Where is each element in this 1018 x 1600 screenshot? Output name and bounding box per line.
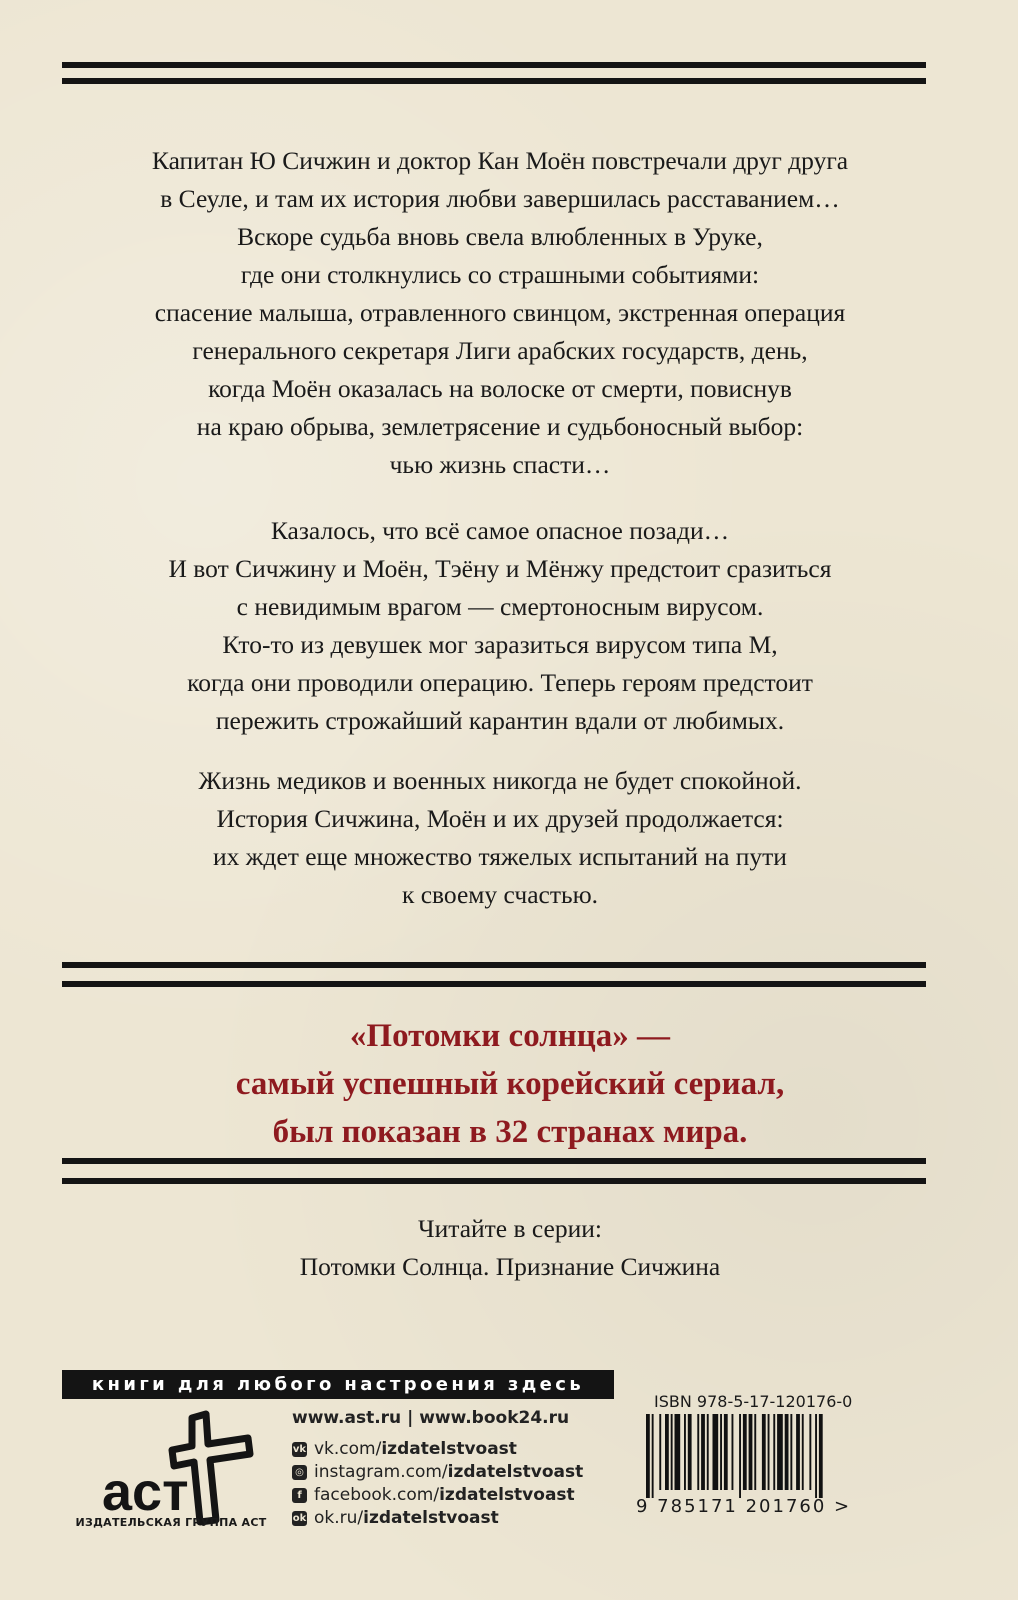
blurb-line: когда они проводили операцию. Теперь героям предстоит bbox=[187, 668, 813, 697]
social-instagram[interactable]: ◎ instagram.com/ izdatelstvoast bbox=[292, 1461, 583, 1484]
mid-rule-1 bbox=[62, 962, 926, 968]
barcode-bar bbox=[739, 1414, 741, 1498]
blurb-line: на краю обрыва, землетрясение и судьбоносный выбор: bbox=[196, 412, 804, 441]
barcode-bar bbox=[652, 1414, 654, 1498]
blurb-line: Вскоре судьба вновь свела влюбленных в Уруке, bbox=[237, 222, 763, 251]
barcode-bar bbox=[754, 1414, 756, 1490]
barcode-bar bbox=[749, 1414, 753, 1490]
barcode-bar bbox=[646, 1414, 650, 1498]
barcode-bar bbox=[675, 1414, 681, 1490]
blurb-paragraph-2 bbox=[60, 512, 940, 740]
barcode-bar bbox=[796, 1414, 800, 1490]
barcode bbox=[644, 1414, 880, 1498]
barcode-bar bbox=[743, 1414, 747, 1490]
ast-logo bbox=[96, 1408, 266, 1528]
barcode-bar bbox=[697, 1414, 699, 1490]
isbn: ISBN 978-5-17-120176-0 bbox=[654, 1392, 853, 1411]
blurb-paragraph-1 bbox=[60, 142, 940, 484]
barcode-bar bbox=[773, 1414, 775, 1490]
ok-icon: ok bbox=[292, 1513, 307, 1524]
promo-line-3: был показан в 32 странах мира. bbox=[272, 1114, 748, 1150]
barcode-bar bbox=[762, 1414, 766, 1490]
blurb-line: с невидимым врагом — смертоносным вирусом. bbox=[236, 592, 764, 621]
social-ok[interactable]: ok ok.ru/ izdatelstvoast bbox=[292, 1508, 499, 1528]
barcode-bar bbox=[732, 1414, 734, 1490]
series-title: Потомки Солнца. Признание Сичжина bbox=[299, 1252, 721, 1281]
social-facebook[interactable]: f facebook.com/ izdatelstvoast bbox=[292, 1484, 583, 1507]
blurb-line: когда Моён оказалась на волоске от смерти, повиснув bbox=[208, 374, 792, 403]
blurb-line: где они столкнулись со страшными событиями: bbox=[240, 260, 760, 289]
barcode-bar bbox=[809, 1414, 811, 1490]
barcode-bar bbox=[720, 1414, 722, 1490]
barcode-bar bbox=[819, 1414, 823, 1498]
mid-rule-2 bbox=[62, 981, 926, 987]
barcode-bar bbox=[701, 1414, 705, 1490]
vk-icon: vk bbox=[292, 1444, 307, 1455]
lower-rule-1 bbox=[62, 1158, 926, 1164]
blurb-line: в Сеуле, и там их история любви завершилась расставанием… bbox=[160, 184, 840, 213]
barcode-bar bbox=[724, 1414, 728, 1490]
barcode-bar bbox=[790, 1414, 792, 1490]
barcode-bar bbox=[785, 1414, 789, 1490]
instagram-icon: ◎ bbox=[292, 1465, 307, 1480]
blurb-line: Кто-то из девушек мог заразиться вирусом типа М, bbox=[222, 630, 778, 659]
blurb-line: Казалось, что всё самое опасное позади… bbox=[270, 516, 730, 545]
facebook-icon: f bbox=[292, 1488, 307, 1503]
blurb-line: Жизнь медиков и военных никогда не будет спокойной. bbox=[198, 766, 802, 795]
blurb-line: История Сичжина, Моён и их друзей продолжается: bbox=[216, 804, 784, 833]
barcode-number: 9 785171 201760 > bbox=[636, 1496, 852, 1517]
barcode-bar bbox=[684, 1414, 686, 1490]
series-heading: Читайте в серии: bbox=[418, 1214, 602, 1243]
blurb-line: к своему счастью. bbox=[401, 880, 599, 909]
blurb-paragraph-3 bbox=[60, 762, 940, 914]
barcode-bar bbox=[659, 1414, 661, 1490]
promo-line-1: «Потомки солнца» — bbox=[349, 1018, 671, 1054]
blurb-line: генерального секретаря Лиги арабских государств, день, bbox=[192, 336, 808, 365]
social-vk[interactable]: vk vk.com/ izdatelstvoast bbox=[292, 1439, 517, 1459]
promo-line-2: самый успешный корейский сериал, bbox=[235, 1066, 785, 1102]
barcode-bar bbox=[768, 1414, 770, 1490]
lower-rule-2 bbox=[62, 1178, 926, 1184]
promo-text bbox=[60, 1012, 960, 1156]
barcode-bar bbox=[671, 1414, 673, 1490]
barcode-bar bbox=[707, 1414, 709, 1490]
barcode-bar bbox=[815, 1414, 817, 1498]
top-rule-2 bbox=[62, 78, 926, 84]
websites[interactable]: www.ast.ru | www.book24.ru bbox=[292, 1408, 570, 1428]
barcode-bar bbox=[713, 1414, 719, 1490]
barcode-bar bbox=[802, 1414, 804, 1490]
barcode-bar bbox=[688, 1414, 692, 1490]
ast-logo-text: аст bbox=[102, 1462, 189, 1522]
blurb-line: пережить строжайший карантин вдали от любимых. bbox=[215, 706, 785, 735]
publisher-caption: ИЗДАТЕЛЬСКАЯ ГРУППА АСТ bbox=[75, 1516, 267, 1529]
barcode-bar bbox=[777, 1414, 783, 1490]
barcode-bar bbox=[665, 1414, 669, 1490]
series-block bbox=[60, 1210, 960, 1286]
links-block bbox=[292, 1408, 583, 1530]
blurb-line: чью жизнь спасти… bbox=[389, 450, 611, 479]
tagline-banner: книги для любого настроения здесь bbox=[62, 1370, 614, 1399]
blurb-line: спасение малыша, отравленного свинцом, экстренная операция bbox=[154, 298, 846, 327]
blurb-line: Капитан Ю Сичжин и доктор Кан Моён повстречали друг друга bbox=[151, 146, 849, 175]
top-rule-1 bbox=[62, 62, 926, 68]
blurb-line: их ждет еще множество тяжелых испытаний на пути bbox=[213, 842, 787, 871]
blurb-line: И вот Сичжину и Моён, Тэёну и Мёнжу предстоит сразиться bbox=[168, 554, 832, 583]
